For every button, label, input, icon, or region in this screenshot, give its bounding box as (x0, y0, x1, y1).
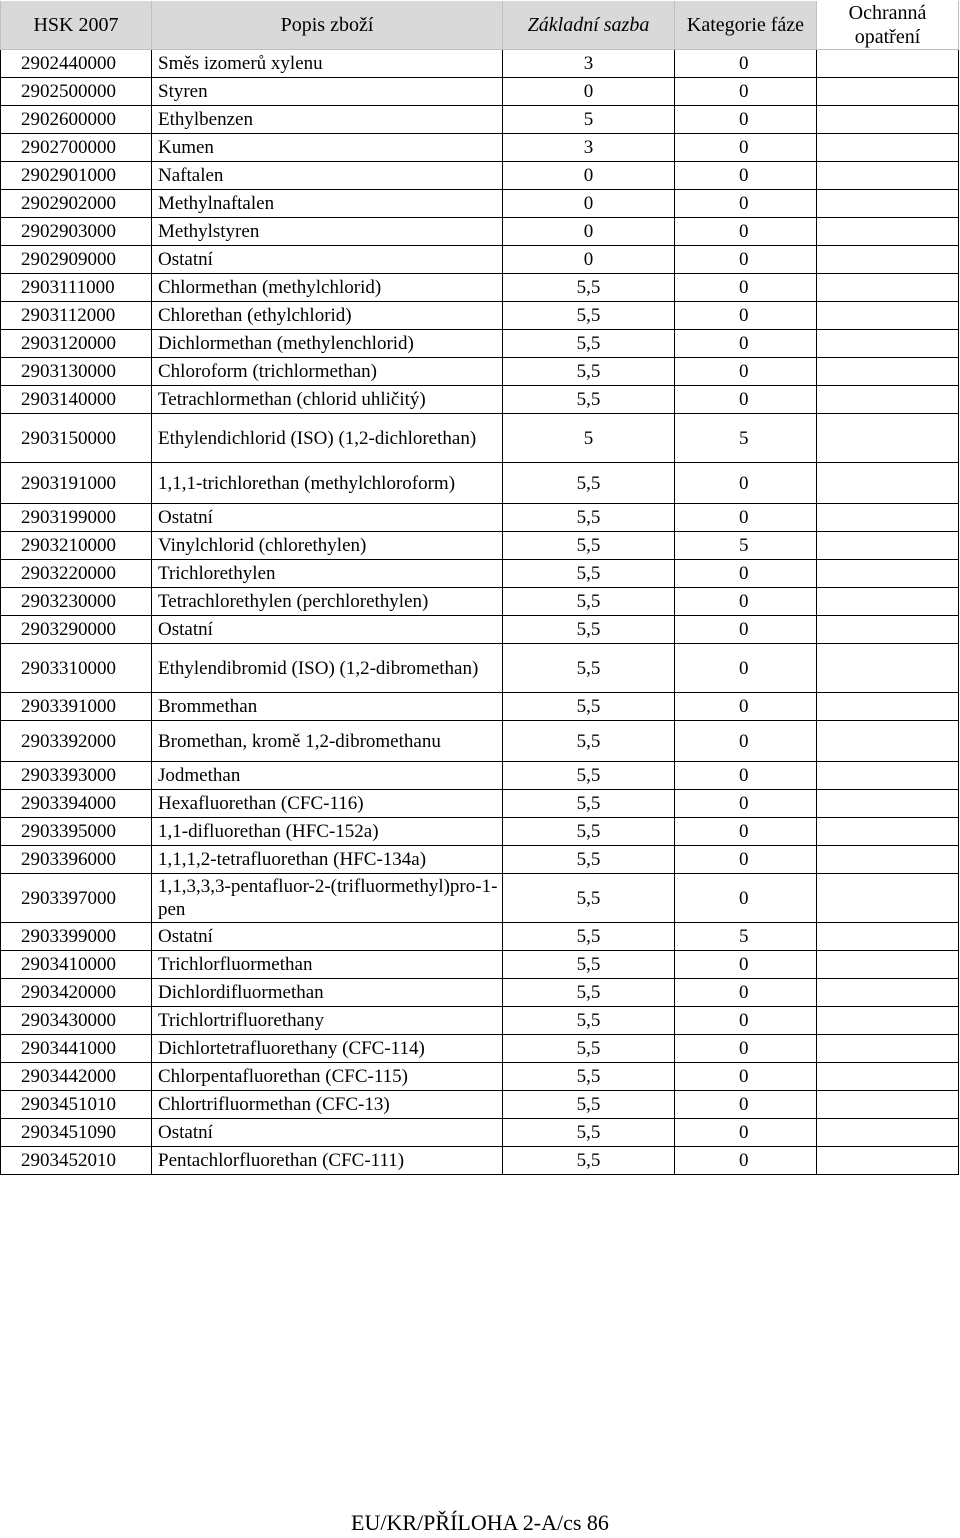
table-row (1, 588, 959, 616)
base-rate-cell: 5,5 (503, 560, 675, 588)
table-row (1, 386, 959, 414)
table-row (1, 162, 959, 190)
tariff-table (0, 1, 959, 1175)
category-cell: 0 (675, 1035, 817, 1063)
code-cell: 2903220000 (1, 560, 152, 588)
code-cell: 2902901000 (1, 162, 152, 190)
code-cell: 2903451090 (1, 1119, 152, 1147)
protection-cell (817, 302, 959, 330)
base-rate-cell: 0 (503, 218, 675, 246)
category-cell: 0 (675, 246, 817, 274)
protection-cell (817, 1035, 959, 1063)
protection-cell (817, 78, 959, 106)
table-row (1, 246, 959, 274)
base-rate-cell: 5,5 (503, 951, 675, 979)
description-cell: Vinylchlorid (chlorethylen) (152, 532, 503, 560)
code-cell: 2903452010 (1, 1147, 152, 1175)
code-cell: 2903442000 (1, 1063, 152, 1091)
protection-cell (817, 846, 959, 874)
table-row (1, 218, 959, 246)
base-rate-cell: 0 (503, 190, 675, 218)
table-row (1, 979, 959, 1007)
code-cell: 2902909000 (1, 246, 152, 274)
protection-cell (817, 463, 959, 504)
protection-cell (817, 644, 959, 693)
category-cell: 0 (675, 50, 817, 78)
protection-cell (817, 721, 959, 762)
description-cell: Styren (152, 78, 503, 106)
description-cell: Chlorpentafluorethan (CFC-115) (152, 1063, 503, 1091)
protection-cell (817, 358, 959, 386)
description-cell: Tetrachlormethan (chlorid uhličitý) (152, 386, 503, 414)
protection-cell (817, 818, 959, 846)
table-row (1, 1147, 959, 1175)
code-cell: 2903420000 (1, 979, 152, 1007)
description-cell: Methylnaftalen (152, 190, 503, 218)
base-rate-cell: 5,5 (503, 721, 675, 762)
table-row (1, 532, 959, 560)
table-body (1, 50, 959, 1175)
base-rate-cell: 5,5 (503, 818, 675, 846)
table-row (1, 923, 959, 951)
code-cell: 2902902000 (1, 190, 152, 218)
table-row (1, 818, 959, 846)
table-row (1, 1063, 959, 1091)
description-cell: 1,1,1,2-tetrafluorethan (HFC-134a) (152, 846, 503, 874)
description-cell: Brommethan (152, 693, 503, 721)
base-rate-cell: 5,5 (503, 302, 675, 330)
base-rate-cell: 5,5 (503, 386, 675, 414)
base-rate-cell: 5,5 (503, 1007, 675, 1035)
base-rate-cell: 5,5 (503, 616, 675, 644)
protection-cell (817, 560, 959, 588)
base-rate-cell: 3 (503, 134, 675, 162)
category-cell: 0 (675, 616, 817, 644)
description-cell: Chlorethan (ethylchlorid) (152, 302, 503, 330)
category-cell: 0 (675, 463, 817, 504)
code-cell: 2903394000 (1, 790, 152, 818)
base-rate-cell: 5,5 (503, 1147, 675, 1175)
category-cell: 0 (675, 644, 817, 693)
base-rate-cell: 5,5 (503, 979, 675, 1007)
table-row (1, 644, 959, 693)
code-cell: 2903290000 (1, 616, 152, 644)
category-cell: 0 (675, 1147, 817, 1175)
description-cell: Ostatní (152, 504, 503, 532)
base-rate-cell: 5,5 (503, 274, 675, 302)
code-cell: 2903191000 (1, 463, 152, 504)
category-cell: 0 (675, 106, 817, 134)
base-rate-cell: 0 (503, 78, 675, 106)
table-row (1, 106, 959, 134)
table-row (1, 504, 959, 532)
code-cell: 2903410000 (1, 951, 152, 979)
category-cell: 5 (675, 923, 817, 951)
description-cell: Směs izomerů xylenu (152, 50, 503, 78)
category-cell: 0 (675, 302, 817, 330)
base-rate-cell: 0 (503, 162, 675, 190)
base-rate-cell: 5,5 (503, 846, 675, 874)
table-row (1, 78, 959, 106)
table-row (1, 874, 959, 923)
description-cell: Ostatní (152, 1119, 503, 1147)
protection-cell (817, 50, 959, 78)
protection-cell (817, 693, 959, 721)
description-cell: Tetrachlorethylen (perchlorethylen) (152, 588, 503, 616)
category-cell: 0 (675, 504, 817, 532)
code-cell: 2902600000 (1, 106, 152, 134)
table-row (1, 951, 959, 979)
table-row (1, 721, 959, 762)
base-rate-cell: 5,5 (503, 874, 675, 923)
page-footer: EU/KR/PŘÍLOHA 2-A/cs 86 (351, 1510, 609, 1535)
description-cell: Dichlormethan (methylenchlorid) (152, 330, 503, 358)
header-base-rate: Základní sazba (503, 1, 675, 50)
description-cell: Chlortrifluormethan (CFC-13) (152, 1091, 503, 1119)
header-row (1, 1, 959, 50)
protection-cell (817, 1119, 959, 1147)
code-cell: 2903397000 (1, 874, 152, 923)
base-rate-cell: 5,5 (503, 358, 675, 386)
base-rate-cell: 5 (503, 106, 675, 134)
protection-cell (817, 1007, 959, 1035)
base-rate-cell: 5 (503, 414, 675, 463)
header-category: Kategorie fáze (675, 1, 817, 50)
code-cell: 2902700000 (1, 134, 152, 162)
description-cell: Trichlorethylen (152, 560, 503, 588)
description-cell: Jodmethan (152, 762, 503, 790)
table-row (1, 302, 959, 330)
category-cell: 0 (675, 790, 817, 818)
base-rate-cell: 5,5 (503, 693, 675, 721)
table-row (1, 762, 959, 790)
base-rate-cell: 5,5 (503, 790, 675, 818)
code-cell: 2903441000 (1, 1035, 152, 1063)
code-cell: 2903210000 (1, 532, 152, 560)
code-cell: 2903396000 (1, 846, 152, 874)
code-cell: 2903393000 (1, 762, 152, 790)
description-cell: Dichlortetrafluorethany (CFC-114) (152, 1035, 503, 1063)
protection-cell (817, 588, 959, 616)
description-cell: Chloroform (trichlormethan) (152, 358, 503, 386)
description-cell: Trichlorfluormethan (152, 951, 503, 979)
category-cell: 0 (675, 818, 817, 846)
description-cell: Kumen (152, 134, 503, 162)
description-cell: Pentachlorfluorethan (CFC-111) (152, 1147, 503, 1175)
table-row (1, 274, 959, 302)
base-rate-cell: 5,5 (503, 1119, 675, 1147)
code-cell: 2902500000 (1, 78, 152, 106)
protection-cell (817, 1063, 959, 1091)
description-cell: Hexafluorethan (CFC-116) (152, 790, 503, 818)
base-rate-cell: 5,5 (503, 644, 675, 693)
table-row (1, 560, 959, 588)
code-cell: 2903430000 (1, 1007, 152, 1035)
protection-cell (817, 106, 959, 134)
base-rate-cell: 5,5 (503, 762, 675, 790)
table-row (1, 1119, 959, 1147)
code-cell: 2902440000 (1, 50, 152, 78)
base-rate-cell: 5,5 (503, 330, 675, 358)
description-cell: 1,1,1-trichlorethan (methylchloroform) (152, 463, 503, 504)
protection-cell (817, 874, 959, 923)
code-cell: 2903199000 (1, 504, 152, 532)
description-cell: Ethylendichlorid (ISO) (1,2-dichlorethan) (152, 414, 503, 463)
protection-cell (817, 979, 959, 1007)
table-row (1, 50, 959, 78)
category-cell: 0 (675, 330, 817, 358)
description-cell: Ethylbenzen (152, 106, 503, 134)
code-cell: 2903112000 (1, 302, 152, 330)
table-row (1, 414, 959, 463)
category-cell: 0 (675, 693, 817, 721)
base-rate-cell: 5,5 (503, 532, 675, 560)
base-rate-cell: 5,5 (503, 463, 675, 504)
code-cell: 2903130000 (1, 358, 152, 386)
category-cell: 5 (675, 532, 817, 560)
protection-cell (817, 190, 959, 218)
description-cell: Bromethan, kromě 1,2-dibromethanu (152, 721, 503, 762)
table-row (1, 134, 959, 162)
description-cell: Ostatní (152, 616, 503, 644)
base-rate-cell: 3 (503, 50, 675, 78)
description-cell: Methylstyren (152, 218, 503, 246)
category-cell: 0 (675, 588, 817, 616)
protection-cell (817, 1091, 959, 1119)
table-row (1, 616, 959, 644)
description-cell: Dichlordifluormethan (152, 979, 503, 1007)
category-cell: 0 (675, 721, 817, 762)
protection-cell (817, 923, 959, 951)
protection-cell (817, 1147, 959, 1175)
table-row (1, 1035, 959, 1063)
protection-cell (817, 532, 959, 560)
base-rate-cell: 5,5 (503, 1063, 675, 1091)
category-cell: 0 (675, 358, 817, 386)
protection-cell (817, 951, 959, 979)
protection-cell (817, 134, 959, 162)
category-cell: 5 (675, 414, 817, 463)
protection-cell (817, 790, 959, 818)
category-cell: 0 (675, 386, 817, 414)
description-cell: 1,1,3,3,3-pentafluor-2-(trifluormethyl)pro-1-pen (152, 874, 503, 923)
category-cell: 0 (675, 218, 817, 246)
base-rate-cell: 5,5 (503, 923, 675, 951)
code-cell: 2903310000 (1, 644, 152, 693)
category-cell: 0 (675, 134, 817, 162)
category-cell: 0 (675, 190, 817, 218)
table-row (1, 846, 959, 874)
protection-cell (817, 274, 959, 302)
category-cell: 0 (675, 78, 817, 106)
table-row (1, 358, 959, 386)
category-cell: 0 (675, 979, 817, 1007)
base-rate-cell: 5,5 (503, 1035, 675, 1063)
category-cell: 0 (675, 162, 817, 190)
code-cell: 2903395000 (1, 818, 152, 846)
category-cell: 0 (675, 1119, 817, 1147)
base-rate-cell: 0 (503, 246, 675, 274)
code-cell: 2903230000 (1, 588, 152, 616)
base-rate-cell: 5,5 (503, 504, 675, 532)
description-cell: Ostatní (152, 246, 503, 274)
category-cell: 0 (675, 1063, 817, 1091)
category-cell: 0 (675, 274, 817, 302)
table-row (1, 330, 959, 358)
table-row (1, 463, 959, 504)
code-cell: 2903120000 (1, 330, 152, 358)
table-row (1, 1091, 959, 1119)
category-cell: 0 (675, 846, 817, 874)
category-cell: 0 (675, 874, 817, 923)
category-cell: 0 (675, 762, 817, 790)
code-cell: 2903150000 (1, 414, 152, 463)
code-cell: 2902903000 (1, 218, 152, 246)
description-cell: Ethylendibromid (ISO) (1,2-dibromethan) (152, 644, 503, 693)
table-row (1, 1007, 959, 1035)
header-description: Popis zboží (152, 1, 503, 50)
description-cell: Naftalen (152, 162, 503, 190)
table-row (1, 790, 959, 818)
base-rate-cell: 5,5 (503, 588, 675, 616)
base-rate-cell: 5,5 (503, 1091, 675, 1119)
code-cell: 2903451010 (1, 1091, 152, 1119)
code-cell: 2903392000 (1, 721, 152, 762)
code-cell: 2903111000 (1, 274, 152, 302)
category-cell: 0 (675, 951, 817, 979)
protection-cell (817, 616, 959, 644)
header-protection: Ochranná opatření (817, 1, 959, 50)
protection-cell (817, 386, 959, 414)
code-cell: 2903399000 (1, 923, 152, 951)
protection-cell (817, 504, 959, 532)
code-cell: 2903140000 (1, 386, 152, 414)
category-cell: 0 (675, 1091, 817, 1119)
category-cell: 0 (675, 560, 817, 588)
protection-cell (817, 162, 959, 190)
protection-cell (817, 330, 959, 358)
category-cell: 0 (675, 1007, 817, 1035)
header-code: HSK 2007 (1, 1, 152, 50)
table-row (1, 693, 959, 721)
table-row (1, 190, 959, 218)
description-cell: 1,1-difluorethan (HFC-152a) (152, 818, 503, 846)
protection-cell (817, 246, 959, 274)
description-cell: Trichlortrifluorethany (152, 1007, 503, 1035)
code-cell: 2903391000 (1, 693, 152, 721)
protection-cell (817, 762, 959, 790)
description-cell: Chlormethan (methylchlorid) (152, 274, 503, 302)
description-cell: Ostatní (152, 923, 503, 951)
protection-cell (817, 414, 959, 463)
protection-cell (817, 218, 959, 246)
